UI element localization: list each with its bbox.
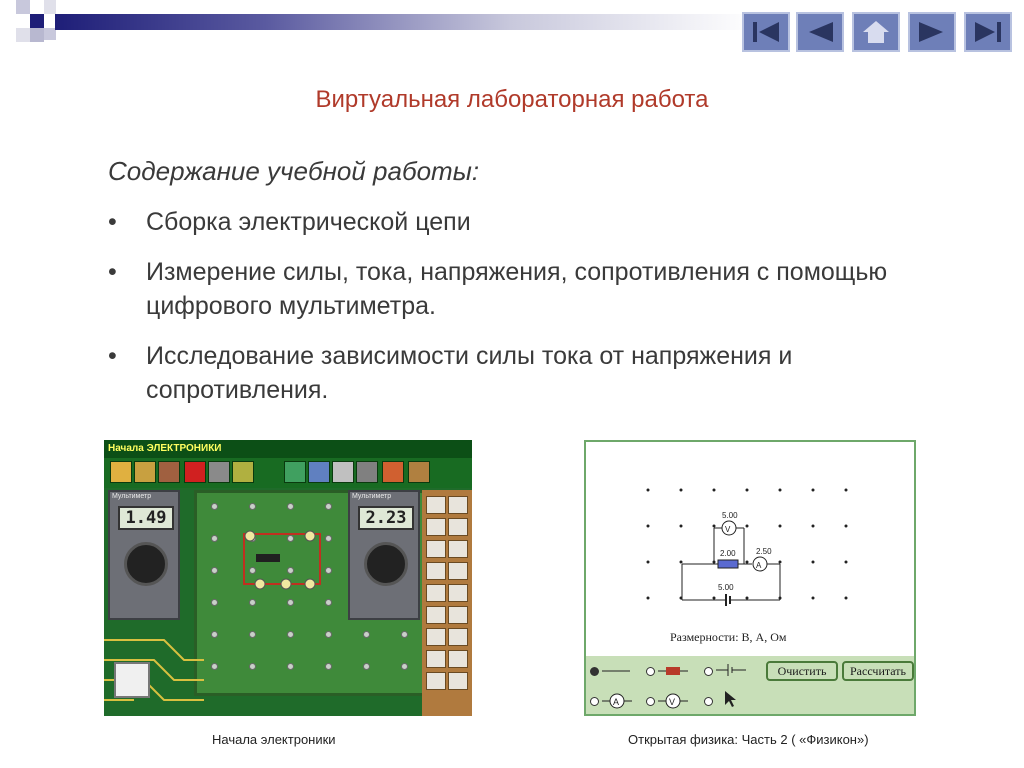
first-slide-button[interactable] [742, 12, 790, 52]
component-palette [422, 490, 472, 716]
ammeter-value: 2.50 [756, 547, 772, 556]
toolbar-tool-icon [308, 461, 330, 483]
breadboard-pin [211, 535, 218, 542]
grid-dot [812, 597, 815, 600]
toolbar-tool-icon [232, 461, 254, 483]
toolbar-tool-icon [332, 461, 354, 483]
toolbar-tool-icon [208, 461, 230, 483]
dot-grid [588, 444, 914, 624]
grid-dot [845, 561, 848, 564]
svg-text:V: V [669, 697, 676, 707]
bullet-text: Измерение силы, тока, напряжения, сопротивления с помощью цифрового мультиметра. [146, 258, 888, 320]
breadboard-pin [363, 631, 370, 638]
grid-dot [746, 489, 749, 492]
grid-dot [647, 597, 650, 600]
breadboard-pin [401, 663, 408, 670]
bullet-item [108, 339, 908, 407]
arrow-right-icon [915, 19, 949, 45]
breadboard-pin [325, 631, 332, 638]
svg-text:A: A [613, 697, 620, 707]
bullet-text: Сборка электрической цепи [146, 208, 471, 236]
breadboard-pin [249, 631, 256, 638]
multimeter-display: 2.23 [358, 506, 414, 530]
next-slide-button[interactable] [908, 12, 956, 52]
grid-dot [812, 489, 815, 492]
breadboard-pin [211, 663, 218, 670]
arrow-left-icon [803, 19, 837, 45]
toolbar-tool-icon [356, 461, 378, 483]
multimeter-knob [364, 542, 408, 586]
home-icon [859, 19, 893, 45]
section-subtitle: Содержание учебной работы: [108, 156, 480, 186]
network-port-icon [114, 662, 150, 698]
bullet-text: Исследование зависимости силы тока от напряжения и сопротивления. [146, 342, 793, 404]
cursor-icon [724, 690, 736, 708]
toolbar-tool-icon [158, 461, 180, 483]
grid-dot [779, 561, 782, 564]
grid-dot [845, 525, 848, 528]
component-icon [448, 672, 468, 690]
grid-dot [779, 489, 782, 492]
wire-icon [602, 666, 630, 676]
toolbar-tool-icon [184, 461, 206, 483]
toolbar-tool-icon [284, 461, 306, 483]
grid-dot [647, 525, 650, 528]
component-icon [426, 650, 446, 668]
voltmeter-value: 5.00 [722, 511, 738, 520]
voltmeter-radio[interactable] [646, 697, 655, 706]
multimeter-label: Мультиметр [112, 493, 152, 500]
breadboard-pin [211, 567, 218, 574]
electronics-simulator-screenshot [104, 440, 472, 716]
battery-radio[interactable] [704, 667, 713, 676]
component-icon [448, 562, 468, 580]
component-icon [448, 650, 468, 668]
bullet-list [108, 205, 908, 423]
breadboard-pin [325, 663, 332, 670]
breadboard-pin [287, 631, 294, 638]
voltmeter-symbol: V [725, 525, 731, 534]
component-icon [448, 496, 468, 514]
grid-dot [713, 597, 716, 600]
open-physics-screenshot [584, 440, 916, 716]
right-caption: Открытая физика: Часть 2 ( «Физикон») [628, 732, 869, 747]
grid-dot [680, 489, 683, 492]
breadboard-pin [287, 503, 294, 510]
voltmeter-icon [658, 692, 688, 710]
ammeter-icon [602, 692, 632, 710]
bullet-marker: • [108, 342, 117, 370]
grid-dot [713, 489, 716, 492]
toolbar-tool-icon [134, 461, 156, 483]
multimeter-left [108, 490, 180, 620]
multimeter-knob [124, 542, 168, 586]
multimeter-label: Мультиметр [352, 493, 392, 500]
breadboard-pin [325, 599, 332, 606]
breadboard-pin [325, 503, 332, 510]
component-icon [448, 628, 468, 646]
circuit-wires [230, 528, 334, 598]
breadboard-pin [363, 663, 370, 670]
breadboard-pin [249, 599, 256, 606]
grid-dot [680, 561, 683, 564]
component-icon [426, 606, 446, 624]
slide-title: Виртуальная лабораторная работа [315, 86, 709, 113]
breadboard-pin [287, 599, 294, 606]
simulator-window-title: Начала ЭЛЕКТРОНИКИ [104, 440, 472, 458]
grid-dot [779, 525, 782, 528]
simulator-toolbar [104, 458, 472, 488]
bullet-item [108, 205, 908, 239]
ammeter-radio[interactable] [590, 697, 599, 706]
multimeter-display: 1.49 [118, 506, 174, 530]
resistor-icon [658, 664, 688, 678]
units-label: Размерности: В, А, Ом [670, 630, 787, 644]
grid-dot [713, 525, 716, 528]
multimeter-right [348, 490, 420, 620]
battery-icon [716, 662, 746, 678]
skip-forward-icon [971, 19, 1005, 45]
breadboard-pin [211, 599, 218, 606]
bullet-marker: • [108, 208, 117, 236]
toolbar-tool-icon [382, 461, 404, 483]
grid-dot [845, 489, 848, 492]
wire-radio[interactable] [590, 667, 599, 676]
component-icon [426, 562, 446, 580]
grid-dot [746, 597, 749, 600]
ammeter-symbol: A [756, 561, 762, 570]
component-icon [448, 540, 468, 558]
component-icon [426, 518, 446, 536]
bullet-item [108, 255, 908, 323]
component-icon [426, 540, 446, 558]
grid-dot [647, 489, 650, 492]
component-icon [448, 606, 468, 624]
pointer-radio[interactable] [704, 697, 713, 706]
component-icon [426, 584, 446, 602]
toolbar-tool-icon [110, 461, 132, 483]
bullet-marker: • [108, 258, 117, 286]
breadboard-pin [401, 631, 408, 638]
battery-value: 5.00 [718, 583, 734, 592]
component-icon [448, 518, 468, 536]
toolbar-tool-icon [408, 461, 430, 483]
grid-dot [647, 561, 650, 564]
grid-dot [746, 561, 749, 564]
breadboard-pin [287, 663, 294, 670]
breadboard-pin [249, 503, 256, 510]
last-slide-button[interactable] [964, 12, 1012, 52]
resistor-radio[interactable] [646, 667, 655, 676]
component-icon [426, 672, 446, 690]
component-icon [426, 628, 446, 646]
previous-slide-button[interactable] [796, 12, 844, 52]
left-caption: Начала электроники [212, 732, 336, 747]
skip-back-icon [749, 19, 783, 45]
circuit-controls [586, 656, 916, 716]
home-button[interactable] [852, 12, 900, 52]
grid-dot [680, 525, 683, 528]
grid-dot [812, 561, 815, 564]
grid-dot [812, 525, 815, 528]
resistor-value: 2.00 [720, 549, 736, 558]
grid-dot [746, 525, 749, 528]
grid-dot [845, 597, 848, 600]
breadboard-pin [211, 503, 218, 510]
component-icon [426, 496, 446, 514]
clear-button[interactable]: Очистить [766, 661, 838, 681]
breadboard-pin [249, 663, 256, 670]
component-icon [448, 584, 468, 602]
breadboard-pin [211, 631, 218, 638]
calculate-button[interactable]: Рассчитать [842, 661, 914, 681]
circuit-canvas [588, 444, 914, 654]
